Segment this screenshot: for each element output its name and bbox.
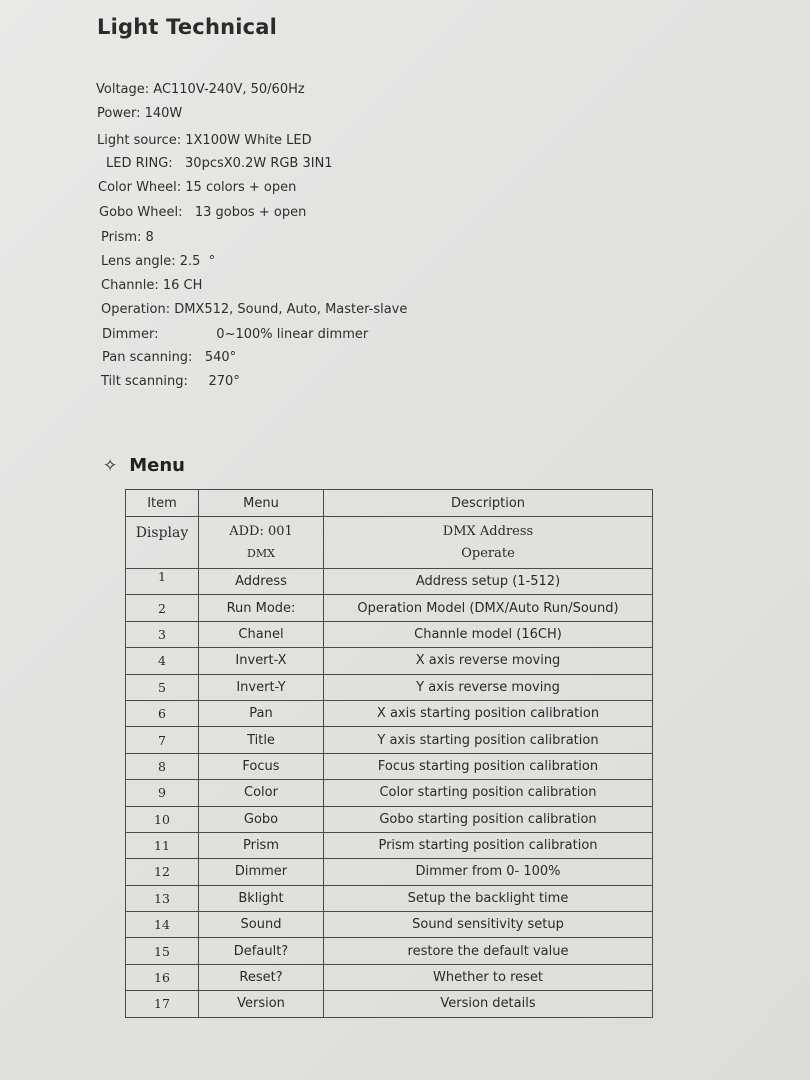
display-menu-dmx: DMX	[247, 546, 275, 560]
spec-channel: Channle: 16 CH	[101, 278, 203, 293]
row-menu-label: Version	[199, 991, 324, 1017]
menu-heading	[103, 455, 185, 476]
row-description: Y axis starting position calibration	[324, 727, 653, 753]
row-menu-label: Dimmer	[199, 859, 324, 885]
table-row	[126, 912, 653, 938]
row-item-number: 8	[126, 753, 199, 779]
row-item-number: 5	[126, 674, 199, 700]
row-menu-label: Run Mode:	[199, 595, 324, 621]
header-item: Item	[126, 490, 199, 517]
table-row	[126, 595, 653, 621]
row-description: Focus starting position calibration	[324, 753, 653, 779]
spec-color-wheel: Color Wheel: 15 colors + open	[98, 180, 297, 195]
table-row-display	[126, 517, 653, 569]
header-menu: Menu	[199, 490, 324, 517]
spec-tilt-scanning: Tilt scanning: 270°	[101, 374, 240, 389]
row-menu-label: Chanel	[199, 621, 324, 647]
table-row	[126, 859, 653, 885]
spec-dimmer: Dimmer: 0~100% linear dimmer	[102, 327, 369, 342]
row-item-number: 3	[126, 621, 199, 647]
spec-voltage: Voltage: AC110V-240V, 50/60Hz	[96, 82, 305, 97]
table-row	[126, 569, 653, 595]
menu-heading-label: Menu	[129, 455, 185, 476]
row-description: Y axis reverse moving	[324, 674, 653, 700]
row-menu-label: Prism	[199, 832, 324, 858]
row-item-number: 15	[126, 938, 199, 964]
row-item-number: 13	[126, 885, 199, 911]
row-menu-label: Default?	[199, 938, 324, 964]
row-item-number: 11	[126, 832, 199, 858]
table-row	[126, 885, 653, 911]
row-description: restore the default value	[324, 938, 653, 964]
display-item: Display	[126, 517, 199, 569]
table-row	[126, 727, 653, 753]
display-description	[324, 517, 653, 569]
display-desc-address: DMX Address	[442, 523, 534, 539]
row-item-number: 1	[126, 569, 199, 595]
row-item-number: 7	[126, 727, 199, 753]
row-item-number: 10	[126, 806, 199, 832]
row-description: Sound sensitivity setup	[324, 912, 653, 938]
display-menu-address: ADD: 001	[229, 523, 293, 539]
table-row	[126, 806, 653, 832]
row-description: Version details	[324, 991, 653, 1017]
row-menu-label: Bklight	[199, 885, 324, 911]
row-item-number: 16	[126, 964, 199, 990]
page-title: Light Technical	[97, 15, 278, 39]
spec-power: Power: 140W	[97, 106, 183, 121]
row-menu-label: Title	[199, 727, 324, 753]
row-menu-label: Gobo	[199, 806, 324, 832]
row-menu-label: Focus	[199, 753, 324, 779]
table-header-row	[126, 490, 653, 517]
row-description: X axis reverse moving	[324, 648, 653, 674]
four-point-star-icon: ✧	[103, 456, 118, 476]
row-description: Gobo starting position calibration	[324, 806, 653, 832]
display-desc-operate: Operate	[461, 545, 515, 561]
table-row	[126, 832, 653, 858]
table-row	[126, 938, 653, 964]
table-row	[126, 674, 653, 700]
row-description: Whether to reset	[324, 964, 653, 990]
row-menu-label: Pan	[199, 700, 324, 726]
spec-operation: Operation: DMX512, Sound, Auto, Master-slave	[101, 302, 408, 317]
spec-pan-scanning: Pan scanning: 540°	[102, 350, 237, 365]
row-menu-label: Address	[199, 569, 324, 595]
spec-light-source: Light source: 1X100W White LED	[97, 133, 312, 148]
table-row	[126, 964, 653, 990]
row-item-number: 4	[126, 648, 199, 674]
row-description: Color starting position calibration	[324, 780, 653, 806]
row-description: Prism starting position calibration	[324, 832, 653, 858]
row-description: Setup the backlight time	[324, 885, 653, 911]
row-item-number: 2	[126, 595, 199, 621]
row-item-number: 14	[126, 912, 199, 938]
spec-led-ring: LED RING: 30pcsX0.2W RGB 3IN1	[106, 156, 333, 171]
row-description: Channle model (16CH)	[324, 621, 653, 647]
table-row	[126, 621, 653, 647]
row-menu-label: Sound	[199, 912, 324, 938]
table-row	[126, 780, 653, 806]
table-row	[126, 991, 653, 1017]
row-menu-label: Reset?	[199, 964, 324, 990]
row-menu-label: Invert-Y	[199, 674, 324, 700]
row-item-number: 12	[126, 859, 199, 885]
menu-table	[125, 489, 653, 1018]
table-row	[126, 648, 653, 674]
row-item-number: 17	[126, 991, 199, 1017]
spec-gobo-wheel: Gobo Wheel: 13 gobos + open	[99, 205, 307, 220]
spec-prism: Prism: 8	[101, 230, 154, 245]
row-description: X axis starting position calibration	[324, 700, 653, 726]
row-item-number: 6	[126, 700, 199, 726]
table-row	[126, 700, 653, 726]
spec-lens-angle: Lens angle: 2.5 °	[101, 254, 216, 269]
row-menu-label: Color	[199, 780, 324, 806]
display-menu	[199, 517, 324, 569]
row-description: Address setup (1-512)	[324, 569, 653, 595]
row-description: Operation Model (DMX/Auto Run/Sound)	[324, 595, 653, 621]
row-description: Dimmer from 0- 100%	[324, 859, 653, 885]
header-description: Description	[324, 490, 653, 517]
row-item-number: 9	[126, 780, 199, 806]
table-row	[126, 753, 653, 779]
row-menu-label: Invert-X	[199, 648, 324, 674]
